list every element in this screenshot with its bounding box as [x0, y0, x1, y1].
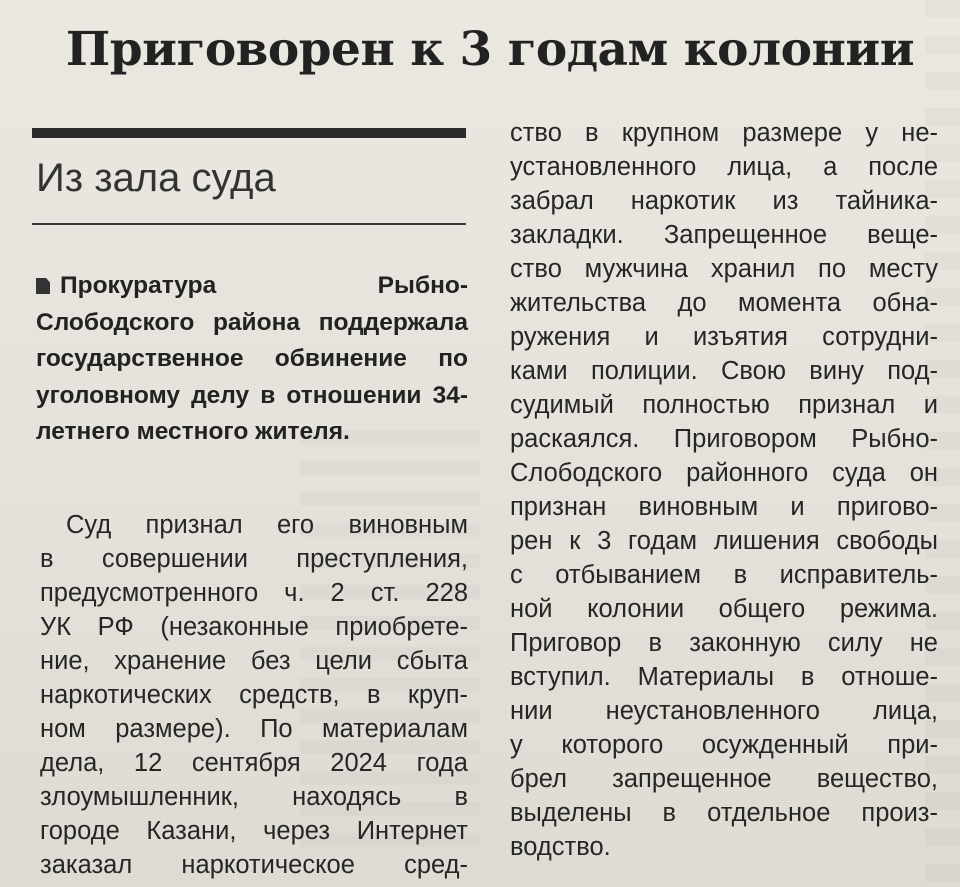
body-line: закладки. Запрещенное веще- — [510, 221, 938, 249]
body-line: судимый полностью признал и — [510, 391, 938, 419]
body-line: жительства до момента обна- — [510, 289, 938, 317]
body-line: водство. — [510, 833, 611, 861]
body-line: забрал наркотик из тайника- — [510, 187, 938, 215]
body-line: дела, 12 сентября 2024 года — [40, 749, 468, 777]
body-line: признан виновным и пригово- — [510, 493, 938, 521]
rubric-rule-thick — [32, 128, 466, 138]
body-line: с отбыванием в исправитель- — [510, 561, 938, 589]
body-line: заказал наркотическое сред- — [40, 851, 468, 879]
body-line: ружения и изъятия сотрудни- — [510, 323, 938, 351]
rubric-rule-thin — [32, 223, 466, 225]
body-line: у которого осужденный при- — [510, 731, 938, 759]
article-rubric: Из зала суда — [36, 156, 276, 200]
body-line: раскаялся. Приговором Рыбно- — [510, 425, 938, 453]
body-line: рен к 3 годам лишения свободы — [510, 527, 938, 555]
bullet-icon — [36, 278, 50, 294]
body-line: ками полиции. Свою вину под- — [510, 357, 938, 385]
body-line: Суд признал его виновным — [66, 511, 468, 539]
body-line: брел запрещенное вещество, — [510, 765, 938, 793]
body-line: городе Казани, через Интернет — [40, 817, 468, 845]
body-line: установленного лица, а после — [510, 153, 938, 181]
body-line: в совершении преступления, — [40, 545, 468, 573]
body-line: ной колонии общего режима. — [510, 595, 938, 623]
article-lead — [36, 268, 468, 451]
body-line: Слободского районного суда он — [510, 459, 938, 487]
article-body-column-1 — [40, 508, 468, 882]
lead-text: Прокуратура Рыбно-Слободского района поддержала государственное обвинение по уголовному делу в отношении 34-летнего местного жителя. — [36, 272, 468, 445]
article-headline: Приговорен к 3 годам колонии — [65, 22, 915, 77]
body-line: предусмотренного ч. 2 ст. 228 — [40, 579, 468, 607]
body-line: наркотических средств, в круп- — [40, 681, 468, 709]
body-line: выделены в отдельное произ- — [510, 799, 938, 827]
body-line: ние, хранение без цели сбыта — [40, 647, 468, 675]
body-line: Приговор в законную силу не — [510, 629, 938, 657]
body-line: ство мужчина хранил по месту — [510, 255, 938, 283]
body-line: УК РФ (незаконные приобрете- — [40, 613, 468, 641]
body-line: ство в крупном размере у не- — [510, 119, 938, 147]
article-body-column-2 — [510, 116, 938, 864]
body-line: ном размере). По материалам — [40, 715, 468, 743]
body-line: злоумышленник, находясь в — [40, 783, 468, 811]
body-line: вступил. Материалы в отноше- — [510, 663, 938, 691]
body-line: нии неустановленного лица, — [510, 697, 938, 725]
